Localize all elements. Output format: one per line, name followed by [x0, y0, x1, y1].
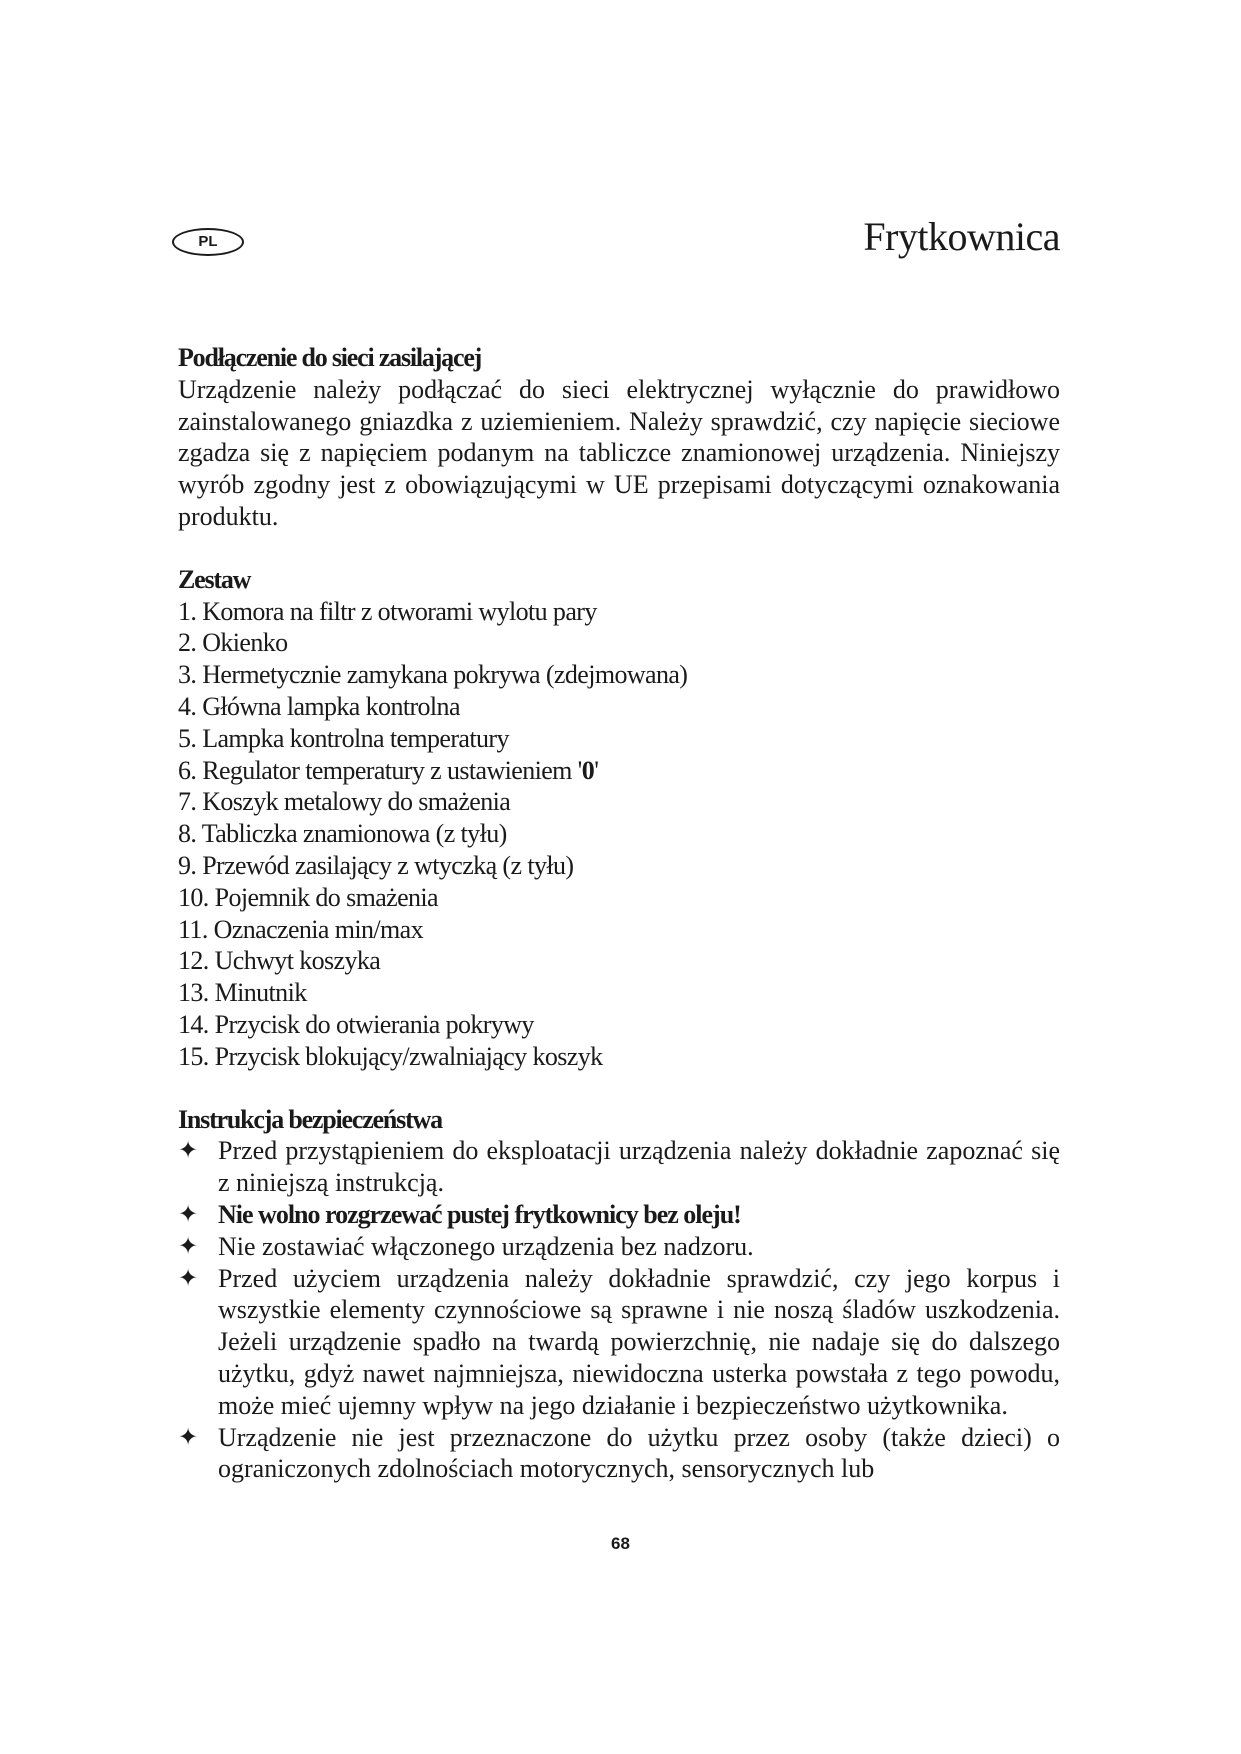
part-item: 9. Przewód zasilający z wtyczką (z tyłu): [178, 850, 574, 880]
part-item-suffix: ': [594, 755, 599, 785]
part-item: 1. Komora na filtr z otworami wylotu pary: [178, 596, 597, 626]
set-heading: Zestaw: [178, 564, 251, 594]
safety-item-text: Nie zostawiać włączonego urządzenia bez nadzoru.: [218, 1231, 754, 1261]
safety-item-text: Nie wolno rozgrzewać pustej frytkownicy bez oleju!: [218, 1199, 741, 1229]
language-badge: PL: [172, 228, 244, 256]
set-section: [178, 564, 1060, 1073]
safety-item-text: Przed przystąpieniem do eksploatacji urządzenia należy dokładnie zapoznać się z niniejszą instrukcją.: [218, 1136, 1060, 1198]
safety-item: [178, 1263, 1060, 1422]
safety-list: [178, 1135, 1060, 1485]
safety-item-text: Przed użyciem urządzenia należy dokładnie sprawdzić, czy jego korpus i wszystkie elementy czynnościowe są sprawne i nie noszą śladów uszkodzenia. Jeżeli urządzenie spadło na twardą powierzchnię, nie nadaje się do dalszego użytku, gdyż nawet najmniejsza, niewidoczna usterka powstała z tego powodu, może mieć ujemny wpływ na jego działanie i bezpieczeństwo użytkownika.: [218, 1263, 1060, 1420]
part-item: 15. Przycisk blokujący/zwalniający koszyk: [178, 1041, 603, 1071]
safety-heading: Instrukcja bezpieczeństwa: [178, 1104, 442, 1134]
part-item: 14. Przycisk do otwierania pokrywy: [178, 1009, 534, 1039]
part-item: [178, 755, 1060, 787]
part-item: 12. Uchwyt koszyka: [178, 946, 381, 976]
bullet-star-icon: ✦: [178, 1263, 199, 1292]
part-item: 4. Główna lampka kontrolna: [178, 691, 460, 721]
safety-item: [178, 1199, 1060, 1231]
temperature-zero-setting: 0: [581, 755, 595, 785]
page-content: [178, 342, 1060, 1516]
page-title: Frytkownica: [863, 214, 1060, 259]
power-connection-section: [178, 342, 1060, 533]
bullet-star-icon: ✦: [178, 1422, 199, 1451]
part-item: 13. Minutnik: [178, 978, 307, 1008]
safety-item: [178, 1422, 1060, 1486]
safety-item-text: Urządzenie nie jest przeznaczone do użytku przez osoby (także dzieci) o ograniczonych zdolnościach motorycznych, sensorycznych lub: [218, 1422, 1060, 1484]
safety-item: [178, 1135, 1060, 1199]
part-item: 5. Lampka kontrolna temperatury: [178, 723, 509, 753]
power-connection-text: Urządzenie należy podłączać do sieci elektrycznej wyłącznie do prawidłowo zainstalowanego gniazdka z uziemieniem. Należy sprawdzić, czy napięcie sieciowe zgadza się z napięciem podanym na tabliczce znamionowej urządzenia. Niniejszy wyrób zgodny jest z obowiązującymi w UE przepisami dotyczącymi oznakowania produktu.: [178, 374, 1060, 531]
part-item: 7. Koszyk metalowy do smażenia: [178, 787, 511, 817]
part-item: 8. Tabliczka znamionowa (z tyłu): [178, 819, 507, 849]
safety-section: [178, 1104, 1060, 1486]
power-connection-heading: Podłączenie do sieci zasilającej: [178, 343, 482, 372]
page-number: 68: [611, 1534, 630, 1553]
part-item: 2. Okienko: [178, 628, 288, 658]
part-item: 3. Hermetycznie zamykana pokrywa (zdejmowana): [178, 660, 688, 690]
bullet-star-icon: ✦: [178, 1231, 199, 1260]
part-item: 11. Oznaczenia min/max: [178, 914, 424, 944]
bullet-star-icon: ✦: [178, 1136, 199, 1165]
part-item-text: 6. Regulator temperatury z ustawieniem ': [178, 755, 582, 785]
parts-list: [178, 596, 1060, 1073]
part-item: 10. Pojemnik do smażenia: [178, 882, 438, 912]
bullet-star-icon: ✦: [178, 1199, 199, 1228]
safety-item: [178, 1231, 1060, 1263]
